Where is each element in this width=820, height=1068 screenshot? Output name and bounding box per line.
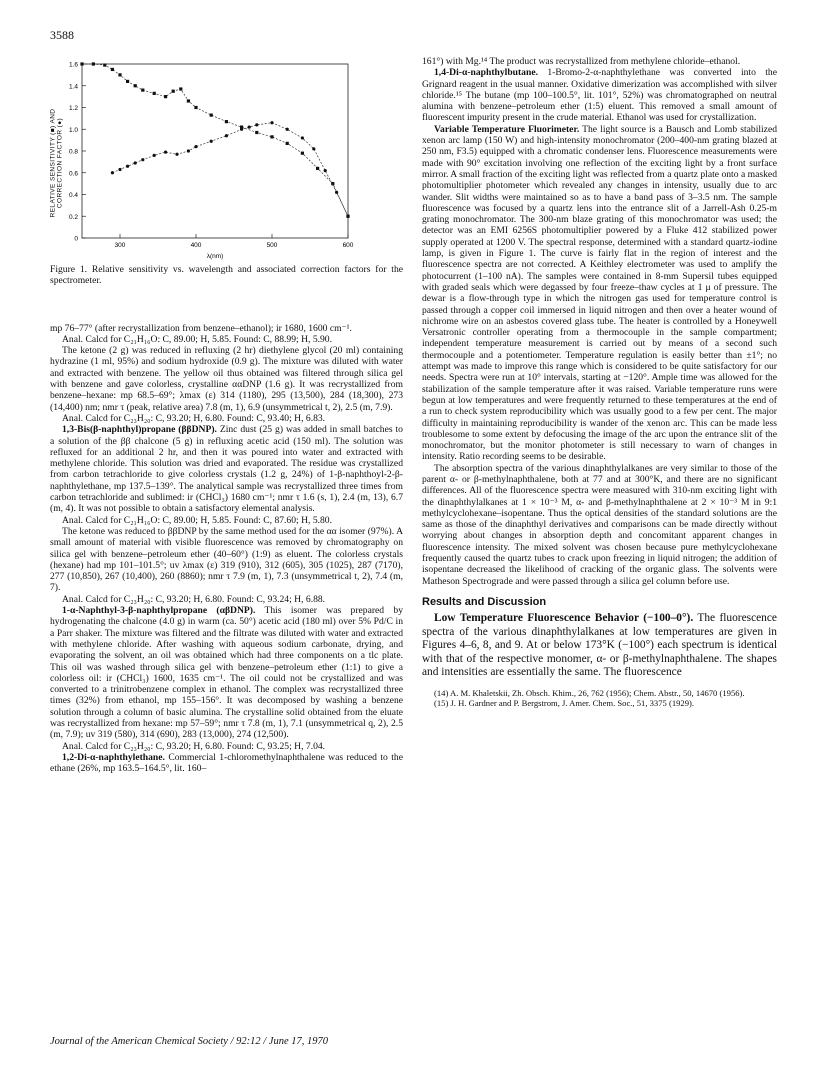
right-paragraph: 1,4-Di-α-naphthylbutane. 1-Bromo-2-α-naphthylethane was converted into the Grignard reagent in the usual manner. Oxidative dimerization was accomplished with silver chloride.¹⁵ The butane (mp 100–100.5°, lit. 101°, 52%) was chromatographed on neutral alumina with benzene–petroleum ether (1:5) eluent. This removed a small amount of fluorescent impurity present in the crude material. Ethanol was used for crystallization. — [422, 67, 777, 124]
references — [422, 688, 777, 708]
y-tick-label: 1.0 — [68, 126, 78, 134]
left-paragraph: mp 76–77° (after recrystallization from benzene–ethanol); ir 1680, 1600 cm⁻¹. — [50, 322, 352, 334]
data-point-circle — [225, 134, 228, 137]
results-paragraph: Low Temperature Fluorescence Behavior (−100–0°). The fluorescence spectra of the various dinaphthylalkanes at low temperatures are given in Figures 4–6, 8, and 9. At or below 173°K (−100°) each spectrum is identical with that of the respective monomer, α- or β-methylnaphthalene. The shapes and intensities are essentially the same. The fluorescence — [422, 612, 777, 679]
data-point-circle — [270, 121, 273, 124]
data-point-square — [255, 131, 258, 134]
data-point-circle — [312, 147, 315, 150]
data-point-circle — [175, 153, 178, 156]
data-point-square — [286, 142, 289, 145]
y-tick-label: 1.2 — [68, 105, 78, 112]
data-point-circle — [248, 125, 251, 128]
data-point-square — [92, 62, 95, 65]
series-circle-line — [112, 123, 348, 217]
data-point-circle — [286, 128, 289, 131]
y-tick-label: 0.6 — [68, 170, 78, 178]
data-point-circle — [210, 140, 213, 143]
y-tick-label: 0 — [74, 235, 78, 243]
section-heading: Results and Discussion — [422, 595, 547, 608]
data-point-square — [187, 99, 190, 102]
analysis-paragraph: Anal. Calcd for C₂₃H₂₀: C, 93.20; H, 6.80. Found: C, 93.25; H, 7.04. — [62, 740, 326, 752]
y-tick-label: 0.2 — [68, 213, 78, 221]
data-point-circle — [164, 150, 167, 153]
data-point-circle — [255, 123, 258, 126]
data-point-circle — [118, 168, 121, 171]
right-paragraph: The absorption spectra of the various dinaphthylalkanes are very similar to those of the parent α- or β-methylnaphthalene, both at 77 and at 300°K, and there are no significant differences. All of the fluorescence spectra were measured with 310-nm exciting light with the dinaphthylalkanes at 1 × 10⁻³ M, α- and β-methylnaphthalene at 2 × 10⁻³ M in 9:1 methylcyclohexane–isopentane. Thus the optical densities of the standard solutions are the same as those of the dinaphthyl derivatives and comparisons can be made directly without worrying about changes in absorption depth and concomitant apparent changes in fluorescence intensity. The mixed solvent was chosen because pure methylcyclohexane frequently caused the quartz tubes to crack upon freezing in liquid nitrogen; the addition of isopentane decreased the likelihood of cracking of the organic glass. The solvents were Matheson Spectrograde and were passed through a silica gel column before use. — [422, 462, 777, 587]
left-paragraph: 1-α-Naphthyl-3-β-naphthylpropane (αβDNP). This isomer was prepared by hydrogenating the chalcone (4.0 g) in warm (ca. 50°) acetic acid (180 ml) over 5% Pd/C in a Parr shaker. The mixture was filtered and the filtrate was diluted with water and extracted with methylene chloride. After washing with aqueous sodium carbonate, drying, and evaporating the solvent, an oil was obtained which had three components on a tlc plate. This oil was washed through silica gel with benzene–petroleum ether (1:1) to give a colorless oil: ir (CHCl₃) 1600, 1635 cm⁻¹. The oil could not be crystallized and was converted to a trinitrobenzene complex in ethanol. The complex was recrystallized three times (32%) from ethanol, mp 155–156°. It was decomposed by washing a benzene solution through a column of basic alumina. The crystalline solid obtained from the eluate was recrystallized from hexane: mp 57–59°; nmr τ 7.8 (m, 1), 7.1 (unsymmetrical q, 2), 2.5 (m, 7.9); uv 319 (580), 314 (690), 283 (13,000), 274 (12,500). — [50, 605, 403, 741]
data-point-circle — [187, 149, 190, 152]
right-paragraph: 161°) with Mg.¹⁴ The product was recrystallized from methylene chloride–ethanol. — [422, 56, 741, 67]
data-point-circle — [111, 171, 114, 174]
data-point-square — [118, 73, 121, 76]
data-point-square — [316, 167, 319, 170]
y-label-line2: CORRECTION FACTOR (●) — [56, 117, 64, 209]
data-point-circle — [141, 158, 144, 161]
left-paragraph: 1,2-Di-α-naphthylethane. Commercial 1-chloromethylnaphthalene was reduced to the ethane (26%, mp 163.5–164.5°, lit. 160– — [50, 751, 403, 775]
y-tick-label: 1.6 — [68, 61, 78, 69]
x-tick-label: 500 — [266, 242, 278, 249]
journal-footer: Journal of the American Chemical Society / 92:12 / June 17, 1970 — [50, 1036, 328, 1047]
data-point-square — [111, 68, 114, 71]
data-point-square — [153, 92, 156, 95]
data-point-square — [301, 152, 304, 155]
data-point-circle — [301, 136, 304, 139]
analysis-paragraph: Anal. Calcd for C₂₃H₂₀: C, 93.20; H, 6.80. Found: C, 93.40; H, 6.83. — [62, 412, 326, 424]
left-paragraph: 1,3-Bis(β-naphthyl)propane (ββDNP). Zinc dust (25 g) was added in small batches to a solution of the ββ chalcone (5 g) in refluxing acetic acid (150 ml). The solution was refluxed for an additional 2 hr, and then it was poured into water and extracted with methylene chloride. This solution was dried and evaporated. The residue was crystallized from carbon tetrachloride to give colorless crystals (1.2 g, 24%) of 1-β-naphthoyl-2-β-naphthylethane, mp 137.5–139°. The analytical sample was recrystallized three times from carbon tetrachloride and sublimed: ir (CHCl₃) 1680 cm⁻¹; nmr τ 1.6 (s, 1), 2.4 (m, 13), 6.7 (m, 4). It was not possible to obtain a satisfactory elemental analysis. — [50, 424, 403, 515]
reference-14: (14) A. M. Khaletskii, Zh. Obsch. Khim., 26, 762 (1956); Chem. Abstr., 50, 14670 (1956). — [434, 687, 745, 698]
data-point-circle — [335, 191, 338, 194]
sensitivity-chart — [50, 56, 403, 264]
page-number: 3588 — [50, 28, 74, 42]
plot-frame — [82, 64, 348, 238]
data-point-circle — [153, 154, 156, 157]
analysis-paragraph: Anal. Calcd for C₂₁H₁₆O: C, 89.00; H, 5.85. Found: C, 88.99; H, 5.90. — [62, 333, 333, 345]
subsection-title: Variable Temperature Fluorimeter. — [434, 123, 580, 135]
data-point-square — [194, 106, 197, 109]
data-point-circle — [194, 145, 197, 148]
data-point-square — [179, 87, 182, 90]
data-point-circle — [324, 169, 327, 172]
right-paragraph: Variable Temperature Fluorimeter. The light source is a Bausch and Lomb stabilized xenon arc lamp (150 W) and high-intensity monochromator (200–400-nm grating blazed at 250 nm, F3.5) equipped with a chromatic condenser lens. Fluorescence measurements were made with 90° excitation involving one reflection of the exciting light by a front surface mirror. A small fraction of the exciting light was reflected from a quartz plate onto a masked photomultiplier photometer which revealed any changes in intensity, usually due to arc wander. Slit widths were maintained so as to have a band pass of 3–3.5 nm. The sample fluorescence was focused by a quartz lens into the entrance slit of a Jarrell-Ash 0.25-m grating monochromator. The 300-nm blaze grating of this monochromator was used; the detector was an EMI 6256S photomultiplier powered by a Fluke 412 stabilized power supply operated at 1200 V. The spectral response, determined with a standard quartz-iodine lamp, is given in Figure 1. The curve is fairly flat in the region of interest and the fluorescence spectra are not corrected. A Keithley electrometer was used to amplify the photocurrent (1–100 nA). The samples were contained in 8-mm Supersil tubes equipped with graded seals which were degassed by four freeze–thaw cycles at 1 μ of pressure. The dewar is a flow-through type in which the nitrogen gas used for temperature control is passed through a copper coil immersed in liquid nitrogen and then over a heater wound of nichrome wire on an asbestos covered glass tube. The heater is controlled by a Honeywell Versatronic controller operating from a thermocouple in the sample compartment; independent temperature measurement is carried out by means of a second such thermocouple and a potentiometer. Temperature regulation is easily better than ±1°; no attempt was made to improve this range which is considered to be quite satisfactory for our needs. Spectra were run at 10° intervals, starting at −120°. Ample time was allowed for the stabilization of the sample temperature after it was raised. Variable temperature runs were begun at low temperatures and were frequently returned to these temperatures at the end of a run to check system reproducibility which was usually good to a few per cent. The major difficulty in maintaining reproducibility is wander of the xenon arc. This can be made less troublesome to some extent by defocusing the image of the arc upon the entrance slit of the monochromator, but the monitor photometer is still necessary to warn of changes in intensity. Ratio recording seems to be desirable. — [422, 123, 777, 463]
data-point-square — [134, 84, 137, 87]
data-point-circle — [134, 161, 137, 164]
data-point-square — [225, 120, 228, 123]
data-point-circle — [346, 215, 349, 218]
analysis-paragraph: Anal. Calcd for C₂₃H₂₀: C, 93.20; H, 6.80. Found: C, 93.24; H, 6.88. — [62, 593, 326, 605]
data-point-square — [210, 114, 213, 117]
x-axis-label: λ(nm) — [206, 253, 224, 260]
left-paragraph: The ketone was reduced to ββDNP by the same method used for the αα isomer (97%). A small amount of material with visible fluorescence was removed by chromatography on silica gel with benzene–petroleum ether (40–60°) (1:9) as eluent. The colorless crystals (hexane) had mp 101–101.5°; uv λmax (ε) 319 (910), 312 (605), 305 (1025), 287 (7170), 277 (10,850), 267 (10,400), 260 (8860); nmr τ 7.9 (m, 1), 7.3 (unsymmetrical t, 2), 7.4 (m, 7). — [50, 525, 403, 594]
y-tick-label: 0.8 — [68, 148, 78, 156]
figure-caption: Figure 1. Relative sensitivity vs. wavelength and associated correction factors for the spectrometer. — [50, 264, 403, 287]
x-tick-label: 400 — [190, 242, 202, 249]
subsection-title: Low Temperature Fluorescence Behavior (−100–0°). — [434, 612, 694, 625]
compound-title: 1,2-Di-α-naphthylethane. — [62, 751, 165, 763]
right-column — [422, 56, 777, 708]
data-point-circle — [126, 165, 129, 168]
left-column — [50, 56, 403, 774]
left-paragraph: The ketone (2 g) was reduced in refluxing (2 hr) diethylene glycol (20 ml) containing hydrazine (1 ml, 95%) and sodium hydroxide (0.9 g). The mixture was diluted with water and extracted with benzene. The yellow oil thus obtained was filtered through silica gel with benzene and gave colorless, crystalline ααDNP (1.6 g). It was recrystallized from benzene–hexane: mp 68.5–69°; λmax (ε) 314 (1180), 295 (13,500), 284 (18,300), 273 (14,400) nm; nmr τ (peak, relative area) 7.8 (m, 1), 6.9 (unsymmetrical t, 2), 2.5 (m, 7.9). — [50, 345, 403, 413]
y-label-line1: RELATIVE SENSITIVITY (■) AND — [49, 108, 57, 218]
figure-1 — [50, 56, 403, 264]
data-point-square — [164, 95, 167, 98]
analysis-paragraph: Anal. Calcd for C₂₁H₁₆O: C, 89.00; H, 5.85. Found: C, 87.60; H, 5.80. — [62, 514, 333, 526]
x-tick-label: 600 — [342, 242, 354, 249]
data-point-square — [172, 90, 175, 93]
y-tick-label: 0.4 — [68, 192, 78, 199]
data-point-square — [80, 62, 83, 65]
compound-title: 1,3-Bis(β-naphthyl)propane (ββDNP). — [62, 424, 217, 436]
x-tick-label: 300 — [114, 242, 126, 249]
data-point-square — [141, 89, 144, 92]
data-point-square — [103, 63, 106, 66]
data-point-circle — [240, 128, 243, 131]
reference-15: (15) J. H. Gardner and P. Bergstrom, J. Amer. Chem. Soc., 51, 3375 (1929). — [434, 697, 695, 708]
data-point-square — [270, 135, 273, 138]
compound-title: 1,4-Di-α-naphthylbutane. — [434, 67, 538, 79]
compound-title: 1-α-Naphthyl-3-β-naphthylpropane (αβDNP). — [62, 605, 256, 617]
y-tick-label: 1.4 — [68, 83, 78, 91]
data-point-square — [126, 80, 129, 83]
